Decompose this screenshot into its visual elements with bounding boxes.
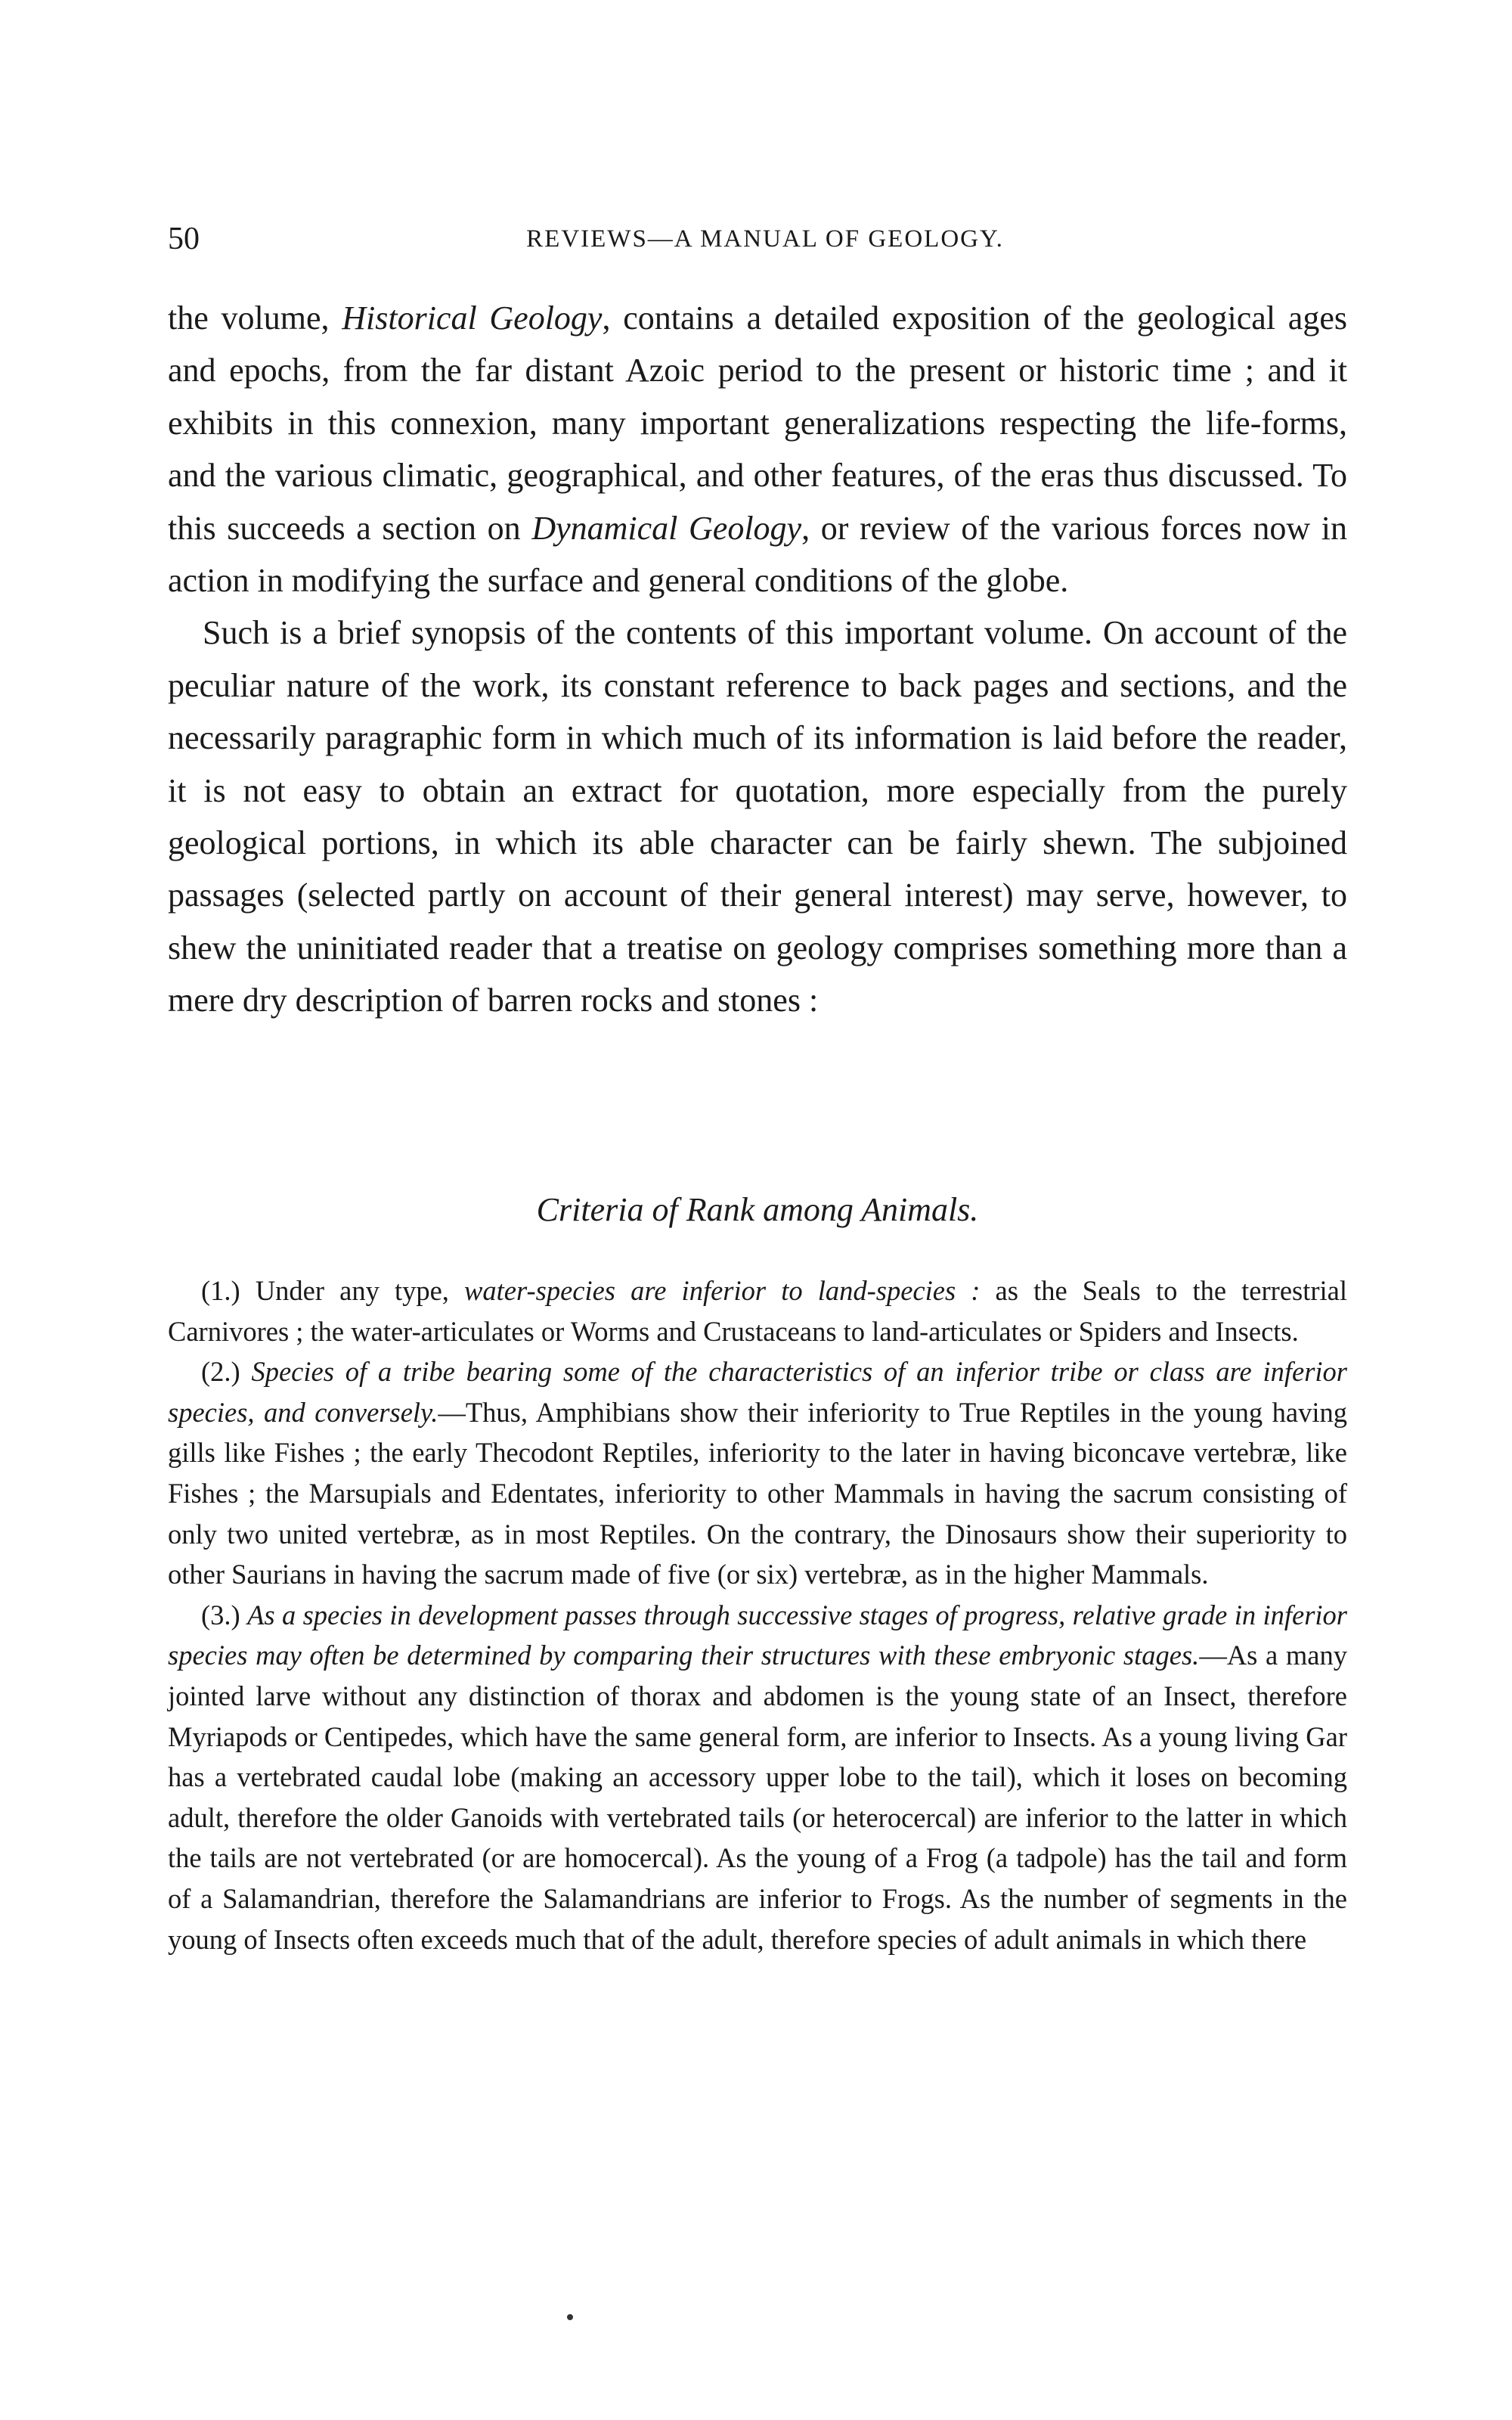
paragraph-1-text-c: , contains a detailed exposition of the geological ages and epochs, from the far distant Azoic period to the present or historic time ; and it exhibits in this connexion, many important generalizations respecting the life-forms, and the various climatic, geographical, and other features, of the eras thus discussed. To this succeeds a section on bbox=[168, 299, 1347, 547]
criterion-3 bbox=[168, 1595, 1347, 1959]
criterion-1-number: (1.) bbox=[201, 1275, 256, 1306]
section-title: Criteria of Rank among Animals. bbox=[536, 1191, 979, 1228]
criterion-2-number: (2.) bbox=[201, 1356, 252, 1388]
footer-mark bbox=[567, 2314, 573, 2320]
page-number: 50 bbox=[168, 222, 200, 256]
page-header bbox=[168, 216, 1347, 262]
criterion-3-rule: As a species in development passes through successive stages of progress, relative grade in inferior species may often be determined by comparing their structures with these embryonic stages. bbox=[168, 1599, 1348, 1671]
criterion-1-rule: water-species are inferior to land-species : bbox=[464, 1275, 981, 1306]
criteria-list bbox=[168, 1270, 1347, 1959]
criterion-2-rule: Species of a tribe bearing some of the characteristics of an inferior tribe or class are inferior species, and conversely. bbox=[168, 1356, 1347, 1428]
criterion-2 bbox=[168, 1351, 1347, 1595]
criterion-2-text: —Thus, Amphibians show their inferiority to True Reptiles in the young having gills like Fishes ; the early Thecodont Reptiles, inferiority to the later in having biconcave vertebræ, like Fishes ; the Marsupials and Edentates, inferiority to other Mammals in having the sacrum consisting of only two united vertebræ, as in most Reptiles. On the contrary, the Dinosaurs show their superiority to other Saurians in having the sacrum made of five (or six) vertebræ, as in the higher Mammals. bbox=[168, 1396, 1347, 1590]
paragraph-1-text-e: , or review of the various forces now in action in modifying the surface and general conditions of the globe. bbox=[168, 509, 1347, 600]
paragraph-2: Such is a brief synopsis of the contents of this important volume. On account of the peculiar nature of the work, its constant reference to back pages and sections, and the necessarily paragraphic form in which much of its information is laid before the reader, it is not easy to obtain an extract for quotation, more especially from the purely geological portions, in which its able character can be fairly shewn. The subjoined passages (selected partly on account of their general interest) may serve, however, to shew the uninitiated reader that a treatise on geology comprises something more than a mere dry description of barren rocks and stones : bbox=[168, 614, 1347, 1019]
body-text bbox=[168, 292, 1347, 1027]
paragraph-1-text-a: the volume, bbox=[168, 299, 342, 337]
criterion-3-number: (3.) bbox=[201, 1599, 248, 1630]
running-head: REVIEWS—A MANUAL OF GEOLOGY. bbox=[526, 225, 1004, 253]
historical-geology-title: Historical Geology bbox=[342, 299, 603, 337]
paragraph-1 bbox=[168, 292, 1347, 607]
dynamical-geology-title: Dynamical Geology bbox=[531, 509, 802, 547]
criterion-1-lead: Under any type, bbox=[255, 1275, 465, 1306]
criterion-3-text: —As a many jointed larve without any distinction of thorax and abdomen is the young state of an Insect, therefore Myriapods or Centipedes, which have the same general form, are inferior to Insects. As a young living Gar has a vertebrated caudal lobe (making an accessory upper lobe to the tail), which it loses on becoming adult, therefore the older Ganoids with vertebrated tails (or heterocercal) are inferior to the latter in which the tails are not vertebrated (or are homocercal). As the young of a Frog (a tadpole) has the tail and form of a Salamandrian, therefore the Salamandrians are inferior to Frogs. As the number of segments in the young of Insects often exceeds much that of the adult, therefore species of adult animals in which there bbox=[168, 1640, 1347, 1955]
criterion-1-text: as the Seals to the terrestrial Carnivores ; the water-articulates or Worms and Crustaceans to land-articulates or Spiders and Insects. bbox=[168, 1275, 1348, 1347]
criterion-1 bbox=[168, 1270, 1347, 1351]
